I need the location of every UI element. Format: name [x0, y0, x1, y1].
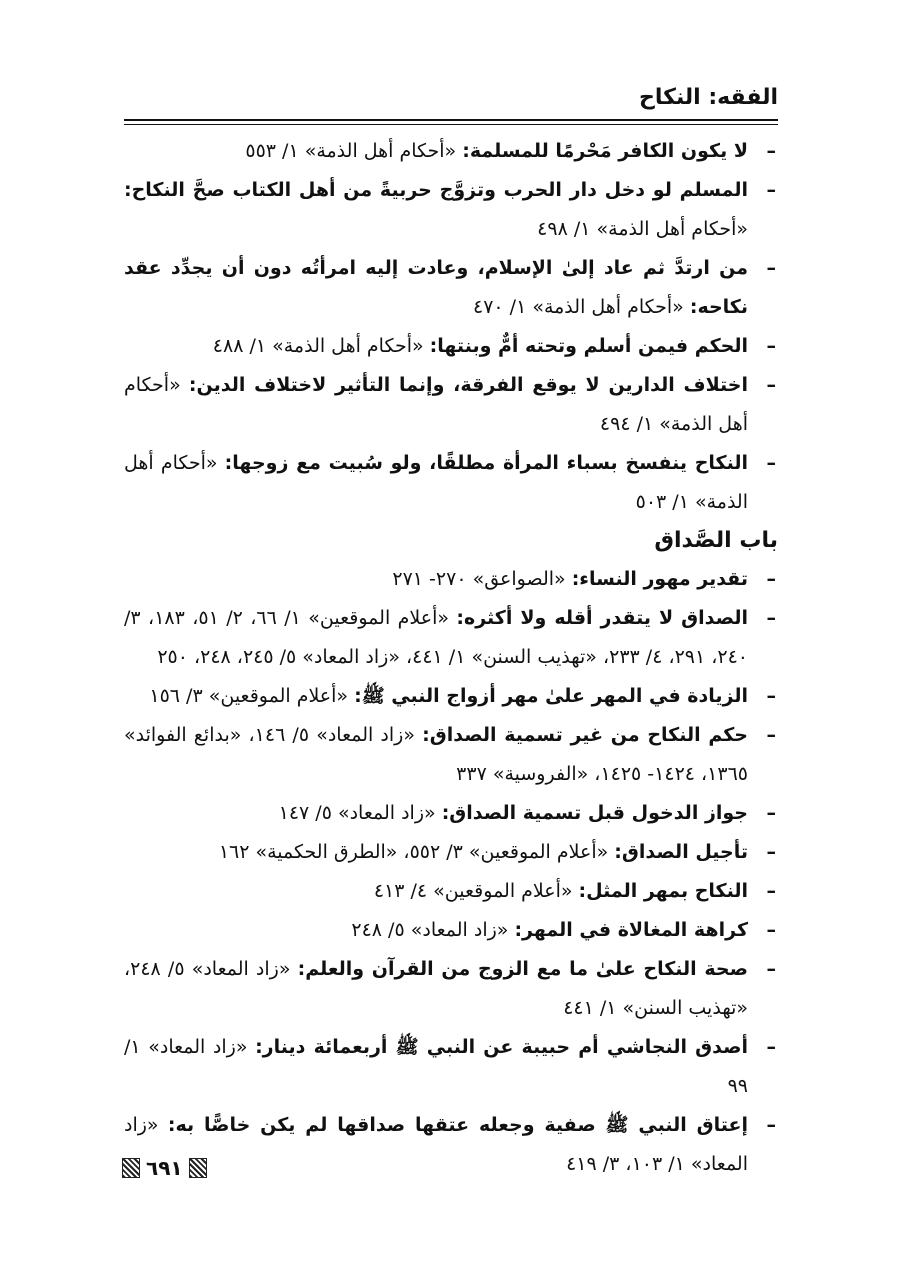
entry-topic: كراهة المغالاة في المهر:: [514, 919, 748, 941]
entry-topic: تقدير مهور النساء:: [571, 568, 748, 590]
entry-references: «زاد المعاد» ١/ ١٠٣، ٣/ ٤١٩: [124, 1114, 748, 1175]
entry-topic: الحكم فيمن أسلم وتحته أمٌّ وبنتها:: [429, 335, 748, 357]
entry-dash: –: [766, 724, 776, 746]
entry-references: «زاد المعاد» ١/ ٩٩: [124, 1036, 748, 1097]
entry-references: «الصواعق» ٢٧٠- ٢٧١: [392, 568, 572, 590]
index-entry: [124, 872, 778, 911]
index-entry: [124, 1028, 778, 1106]
index-entry: [124, 444, 778, 522]
entry-topic: المسلم لو دخل دار الحرب وتزوَّج حربيةً من أهل الكتاب صحَّ النكاح:: [124, 179, 748, 201]
entry-dash: –: [766, 257, 776, 279]
ornament-right-icon: [189, 1158, 207, 1178]
entry-topic: اختلاف الدارين لا يوقع الفرقة، وإنما التأثير لاختلاف الدين:: [188, 374, 748, 396]
entry-references: «أحكام أهل الذمة» ١/ ٤٧٠: [472, 296, 690, 318]
index-entry: [124, 794, 778, 833]
entry-references: «أعلام الموقعين» ١/ ٦٦، ٢/ ٥١، ١٨٣، ٣/ ٢٤٠، ٢٩١، ٤/ ٢٣٣، «تهذيب السنن» ١/ ٤٤١، «زاد المعاد» ٥/ ٢٤٥، ٢٤٨، ٢٥٠: [124, 607, 748, 668]
entry-topic: إعتاق النبي ﷺ صفية وجعله عتقها صداقها لم يكن خاصًّا به:: [167, 1114, 748, 1136]
entry-references: «أعلام الموقعين» ٤/ ٤١٣: [373, 880, 579, 902]
entry-dash: –: [766, 1114, 776, 1136]
entry-topic: من ارتدَّ ثم عاد إلىٰ الإسلام، وعادت إليه امرأتُه دون أن يجدِّد عقد نكاحه:: [124, 257, 748, 318]
entry-references: «زاد المعاد» ٥/ ٢٤٨، «تهذيب السنن» ١/ ٤٤١: [124, 958, 748, 1019]
index-content: [124, 132, 778, 1184]
entry-dash: –: [766, 841, 776, 863]
entry-references: «أحكام أهل الذمة» ١/ ٤٩٤: [124, 374, 748, 435]
index-entry: [124, 833, 778, 872]
entry-references: «أحكام أهل الذمة» ١/ ٤٨٨: [212, 335, 430, 357]
entry-topic: الصداق لا يتقدر أقله ولا أكثره:: [456, 607, 749, 629]
entry-dash: –: [766, 607, 776, 629]
entry-topic: جواز الدخول قبل تسمية الصداق:: [441, 802, 748, 824]
entry-dash: –: [766, 374, 776, 396]
index-entry: [124, 911, 778, 950]
index-entry: [124, 327, 778, 366]
entry-references: «أحكام أهل الذمة» ١/ ٤٩٨: [537, 218, 748, 240]
entry-dash: –: [766, 179, 776, 201]
entry-references: «أحكام أهل الذمة» ١/ ٥٥٣: [245, 140, 463, 162]
index-entry: [124, 366, 778, 444]
entry-topic: صحة النكاح علىٰ ما مع الزوج من القرآن والعلم:: [297, 958, 748, 980]
entry-references: «أعلام الموقعين» ٣/ ١٥٦: [149, 685, 355, 707]
entry-dash: –: [766, 802, 776, 824]
entry-list-sadaq: [124, 560, 778, 1184]
entry-dash: –: [766, 958, 776, 980]
entry-dash: –: [766, 140, 776, 162]
entry-references: «زاد المعاد» ٥/ ١٤٧: [278, 802, 442, 824]
index-entry: [124, 677, 778, 716]
index-entry: [124, 171, 778, 249]
index-entry: [124, 132, 778, 171]
entry-references: «أحكام أهل الذمة» ١/ ٥٠٣: [124, 452, 748, 513]
header-title: الفقه: النكاح: [639, 85, 778, 110]
entry-topic: تأجيل الصداق:: [614, 841, 748, 863]
entry-list-nikah: [124, 132, 778, 522]
entry-references: «أعلام الموقعين» ٣/ ٥٥٢، «الطرق الحكمية» ١٦٢: [218, 841, 615, 863]
entry-topic: حكم النكاح من غير تسمية الصداق:: [422, 724, 748, 746]
index-entry: [124, 599, 778, 677]
index-entry: [124, 950, 778, 1028]
index-entry: [124, 716, 778, 794]
entry-topic: أصدق النجاشي أم حبيبة عن النبي ﷺ أربعمائة دينار:: [255, 1036, 748, 1058]
entry-dash: –: [766, 1036, 776, 1058]
entry-dash: –: [766, 568, 776, 590]
entry-dash: –: [766, 919, 776, 941]
header-rule-thin: [124, 124, 778, 125]
entry-references: «زاد المعاد» ٥/ ١٤٦، «بدائع الفوائد» ١٣٦٥، ١٤٢٤- ١٤٢٥، «الفروسية» ٣٣٧: [124, 724, 748, 785]
entry-dash: –: [766, 335, 776, 357]
entry-topic: النكاح بمهر المثل:: [578, 880, 748, 902]
entry-references: «زاد المعاد» ٥/ ٢٤٨: [351, 919, 515, 941]
entry-dash: –: [766, 880, 776, 902]
entry-dash: –: [766, 452, 776, 474]
running-header: [124, 84, 778, 112]
entry-topic: لا يكون الكافر مَحْرمًا للمسلمة:: [462, 140, 748, 162]
index-entry: [124, 560, 778, 599]
entry-dash: –: [766, 685, 776, 707]
section-heading: باب الصَّداق: [654, 528, 778, 553]
ornament-left-icon: [122, 1158, 140, 1178]
page-footer: [122, 1156, 207, 1180]
header-rule-thick: [124, 119, 778, 121]
page-number: ٦٩١: [146, 1156, 183, 1180]
index-entry: [124, 1106, 778, 1184]
entry-topic: الزيادة في المهر علىٰ مهر أزواج النبي ﷺ:: [354, 685, 748, 707]
entry-topic: النكاح ينفسخ بسباء المرأة مطلقًا، ولو سُبيت مع زوجها:: [224, 452, 748, 474]
index-entry: [124, 249, 778, 327]
